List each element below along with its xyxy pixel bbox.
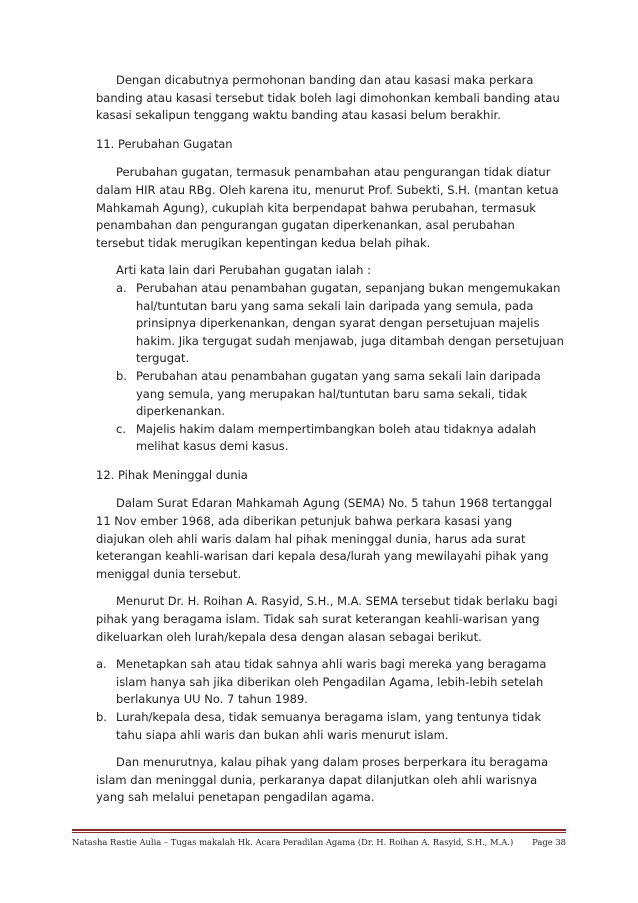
paragraph-perubahan-gugatan: Perubahan gugatan, termasuk penambahan atau pengurangan tidak diatur dalam HIR atau RBg. Oleh karena itu, menurut Prof. Subekti, S.H. (mantan ketua Mahkamah Agung), cukuplah kita berpendapat bahwa perubahan, termasuk penambahan dan pengurangan gugatan diperkenankan, asal perubahan tersebut tidak merugikan kepentingan kedua belah pihak. bbox=[96, 165, 559, 250]
list-item-text: Perubahan atau penambahan gugatan, sepanjang bukan mengemukakan hal/tuntutan baru yang sama sekali lain daripada yang semula, pada prinsipnya diperkenankan, dengan syarat dengan persetujuan majelis hakim. Jika tergugat sudah menjawab, juga ditambah dengan persetujuan tergugat. bbox=[136, 280, 564, 366]
paragraph-kesimpulan: Dan menurutnya, kalau pihak yang dalam proses berperkara itu beragama islam dan meninggal dunia, perkaranya dapat dilanjutkan oleh ahli warisnya yang sah melalui penetapan pengadilan agama. bbox=[96, 755, 549, 805]
list-item-text: Menetapkan sah atau tidak sahnya ahli waris bagi mereka yang beragama islam hanya sah jika diberikan oleh Pengadilan Agama, lebih-lebih setelah berlakunya UU No. 7 tahun 1989. bbox=[116, 657, 547, 707]
section-heading-12: 12. Pihak Meninggal dunia bbox=[96, 467, 248, 482]
list-item bbox=[96, 656, 564, 709]
paragraph-sema: Dalam Surat Edaran Mahkamah Agung (SEMA) No. 5 tahun 1968 tertanggal 11 Nov ember 1968, ada diberikan petunjuk bahwa perkara kasasi yang diajukan oleh ahli waris dalam hal pihak meninggal dunia, harus ada surat keterangan keahli-warisan dari kepala desa/lurah yang mewilayahi pihak yang meniggal dunia tersebut. bbox=[96, 496, 553, 581]
footer-divider bbox=[72, 829, 566, 831]
alasan-list bbox=[96, 656, 564, 744]
arti-kata-block bbox=[96, 262, 564, 456]
list-item-text: Perubahan atau penambahan gugatan yang sama sekali lain daripada yang semula, yang merupakan hal/tuntutan baru sama sekali, tidak diperkenankan. bbox=[136, 368, 541, 419]
footer-divider-thin bbox=[72, 832, 566, 833]
list-marker: b. bbox=[96, 710, 107, 724]
list-item-text: Lurah/kepala desa, tidak semuanya beragama islam, yang tentunya tidak tahu siapa ahli waris dan bukan ahli waris menurut islam. bbox=[116, 710, 542, 742]
document-body bbox=[96, 72, 564, 807]
list-item-text: Majelis hakim dalam mempertimbangkan boleh atau tidaknya adalah melihat kasus demi kasus. bbox=[136, 421, 537, 454]
list-marker: a. bbox=[116, 280, 127, 295]
footer-author-title: Natasha Rastie Aulia – Tugas makalah Hk. Acara Peradilan Agama (Dr. H. Roihan A. Rasyid, S.H., M.A.) bbox=[72, 837, 514, 847]
list-marker: a. bbox=[96, 657, 107, 672]
section-heading-11: 11. Perubahan Gugatan bbox=[96, 136, 233, 151]
list-marker: c. bbox=[116, 421, 126, 436]
list-item bbox=[116, 368, 564, 421]
paragraph-menurut: Menurut Dr. H. Roihan A. Rasyid, S.H., M.A. SEMA tersebut tidak berlaku bagi pihak yang beragama islam. Tidak sah surat keterangan keahli-warisan yang dikeluarkan oleh lurah/kepala desa dengan alasan sebagai berikut. bbox=[96, 594, 558, 644]
list-item bbox=[116, 421, 564, 456]
list-marker: b. bbox=[116, 368, 127, 383]
paragraph-banding: Dengan dicabutnya permohonan banding dan atau kasasi maka perkara banding atau kasasi tersebut tidak boleh lagi dimohonkan kembali banding atau kasasi sekalipun tenggang waktu banding atau kasasi belum berakhir. bbox=[96, 73, 560, 123]
perubahan-list bbox=[116, 280, 564, 456]
list-intro: Arti kata lain dari Perubahan gugatan ialah : bbox=[116, 263, 371, 278]
list-item bbox=[116, 280, 564, 368]
page-footer bbox=[72, 836, 566, 848]
list-item bbox=[96, 709, 564, 744]
page-number: Page 38 bbox=[532, 837, 566, 847]
